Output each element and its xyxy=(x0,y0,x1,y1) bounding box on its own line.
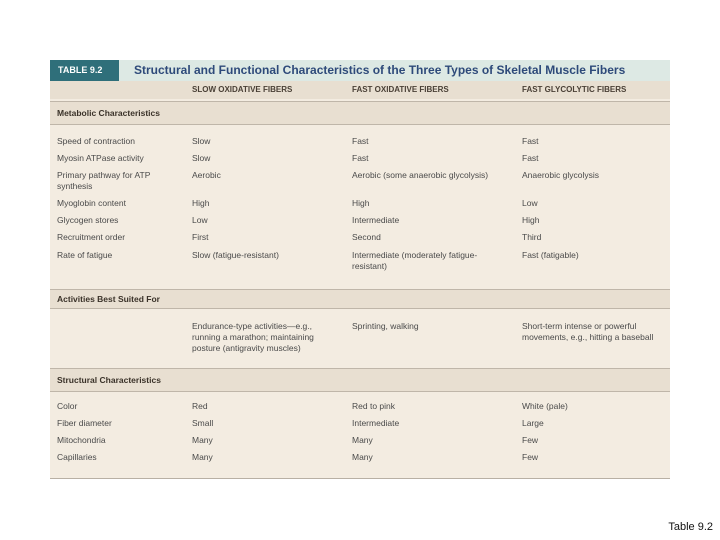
row-label: Color xyxy=(57,401,78,411)
table-cell: Few xyxy=(522,435,539,445)
metabolic-section-header xyxy=(50,101,670,125)
table-cell: Third xyxy=(522,232,542,242)
table-cell: Fast xyxy=(522,136,539,146)
table-cell: High xyxy=(192,198,210,208)
table-cell: Intermediate xyxy=(352,215,400,225)
table-cell: Many xyxy=(352,435,373,445)
table-cell: Few xyxy=(522,452,539,462)
table-cell: High xyxy=(352,198,370,208)
column-header-slow-oxidative: SLOW OXIDATIVE FIBERS xyxy=(192,85,293,94)
table-cell: Low xyxy=(522,198,538,208)
muscle-fiber-table xyxy=(50,60,670,479)
row-label: Mitochondria xyxy=(57,435,106,445)
table-cell: Sprinting, walking xyxy=(352,321,419,331)
table-cell: Many xyxy=(352,452,373,462)
row-label: Myoglobin content xyxy=(57,198,126,208)
table-cell: Intermediate (moderately fatigue-resistant) xyxy=(352,250,478,271)
table-cell: Second xyxy=(352,232,381,242)
table-cell: White (pale) xyxy=(522,401,568,411)
table-number-label: TABLE 9.2 xyxy=(50,60,119,81)
table-cell: Anaerobic glycolysis xyxy=(522,170,600,180)
section-title: Activities Best Suited For xyxy=(57,294,160,304)
table-cell: Short-term intense or powerful movements, e.g., hitting a baseball xyxy=(522,321,654,342)
table-cell: Fast xyxy=(352,153,369,163)
row-label: Recruitment order xyxy=(57,232,126,242)
table-cell: Fast (fatigable) xyxy=(522,250,579,260)
table-title: Structural and Functional Characteristics of the Three Types of Skeletal Muscle Fibers xyxy=(134,63,626,77)
table-cell: Small xyxy=(192,418,214,428)
column-header-row xyxy=(50,81,670,99)
structural-section-header xyxy=(50,368,670,392)
table-cell: Aerobic (some anaerobic glycolysis) xyxy=(352,170,489,180)
row-label: Glycogen stores xyxy=(57,215,119,225)
column-header-fast-oxidative: FAST OXIDATIVE FIBERS xyxy=(352,85,449,94)
row-label: Rate of fatigue xyxy=(57,250,113,260)
table-cell: Intermediate xyxy=(352,418,400,428)
table-cell: First xyxy=(192,232,209,242)
table-cell: Large xyxy=(522,418,544,428)
activities-section-header xyxy=(50,289,670,309)
table-cell: Red xyxy=(192,401,208,411)
table-cell: Slow xyxy=(192,153,211,163)
table-cell: Low xyxy=(192,215,208,225)
table-cell: Fast xyxy=(352,136,369,146)
row-label: Capillaries xyxy=(57,452,97,462)
table-cell: Many xyxy=(192,452,213,462)
table-cell: Fast xyxy=(522,153,539,163)
table-cell: Red to pink xyxy=(352,401,395,411)
table-cell: Many xyxy=(192,435,213,445)
row-label: Myosin ATPase activity xyxy=(57,153,144,163)
table-title-bar xyxy=(50,60,670,81)
table-cell: Endurance-type activities—e.g., running a marathon; maintaining posture (antigravity muscles) xyxy=(192,321,314,353)
table-cell: Aerobic xyxy=(192,170,221,180)
table-cell: Slow xyxy=(192,136,211,146)
row-label: Speed of contraction xyxy=(57,136,135,146)
column-header-fast-glycolytic: FAST GLYCOLYTIC FIBERS xyxy=(522,85,627,94)
row-label: Fiber diameter xyxy=(57,418,112,428)
section-title: Metabolic Characteristics xyxy=(57,108,160,118)
table-cell: Slow (fatigue-resistant) xyxy=(192,250,279,260)
section-title: Structural Characteristics xyxy=(57,375,161,385)
table-cell: High xyxy=(522,215,540,225)
slide-caption: Table 9.2 xyxy=(668,521,713,533)
row-label: Primary pathway for ATP synthesis xyxy=(57,170,151,191)
